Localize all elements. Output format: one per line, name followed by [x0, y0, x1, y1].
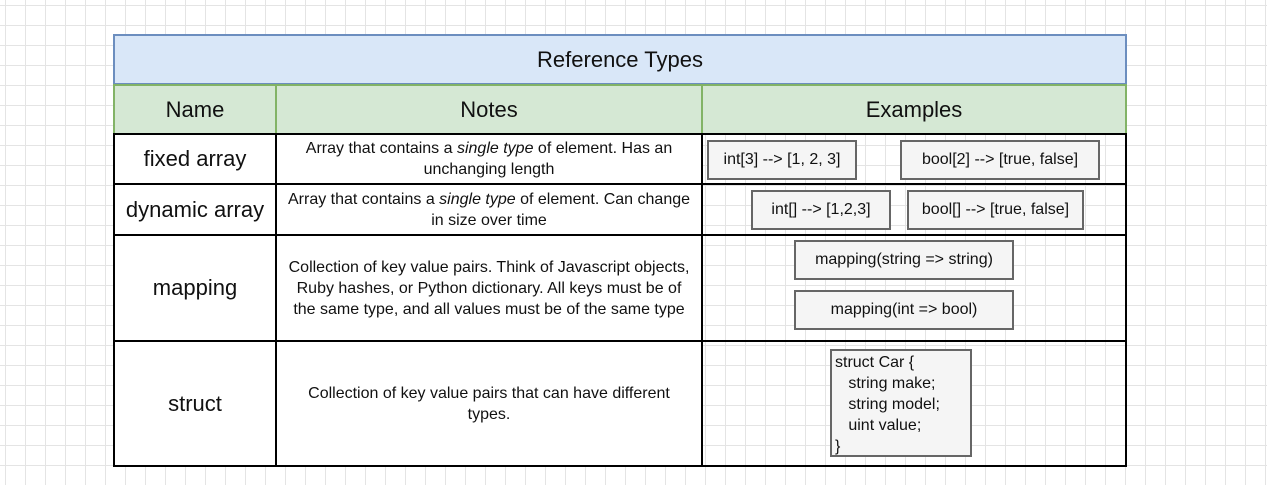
notes-text: Collection of key value pairs that can have different types.: [308, 384, 670, 423]
example-box: mapping(string => string): [794, 240, 1014, 280]
row-mapping-notes: [275, 234, 703, 342]
row-name-text: dynamic array: [125, 196, 265, 222]
row-name-text: struct: [168, 390, 222, 416]
notes-text: Array that contains a single type of element. Can change in size over time: [287, 190, 691, 229]
row-dynamic-array-name: [113, 183, 277, 236]
header-notes: [275, 84, 703, 135]
struct-code-box: struct Car { string make; string model; uint value; }: [830, 349, 972, 457]
example-box: bool[] --> [true, false]: [907, 190, 1084, 230]
header-examples-text: Examples: [865, 96, 963, 122]
row-name-text: mapping: [152, 275, 238, 300]
row-struct-name: [113, 340, 277, 467]
example-box: mapping(int => bool): [794, 290, 1014, 330]
header-name-text: Name: [165, 96, 225, 122]
row-fixed-array-name: [113, 133, 277, 185]
example-box: int[] --> [1,2,3]: [751, 190, 891, 230]
header-examples: [701, 84, 1127, 135]
row-struct-notes: [275, 340, 703, 467]
example-box: int[3] --> [1, 2, 3]: [707, 140, 857, 180]
header-name: [113, 84, 277, 135]
header-notes-text: Notes: [460, 96, 518, 122]
row-mapping-name: [113, 234, 277, 342]
row-name-text: fixed array: [143, 146, 247, 171]
table-title-text: Reference Types: [537, 46, 703, 72]
notes-text: Collection of key value pairs. Think of Javascript objects, Ruby hashes, or Python dictionary. All keys must be of the same type, and all values must be of the same type: [288, 258, 690, 318]
example-box: bool[2] --> [true, false]: [900, 140, 1100, 180]
table-title: [113, 34, 1127, 85]
row-fixed-array-notes: [275, 133, 703, 185]
row-dynamic-array-notes: [275, 183, 703, 236]
notes-text: Array that contains a single type of element. Has an unchanging length: [305, 140, 673, 178]
